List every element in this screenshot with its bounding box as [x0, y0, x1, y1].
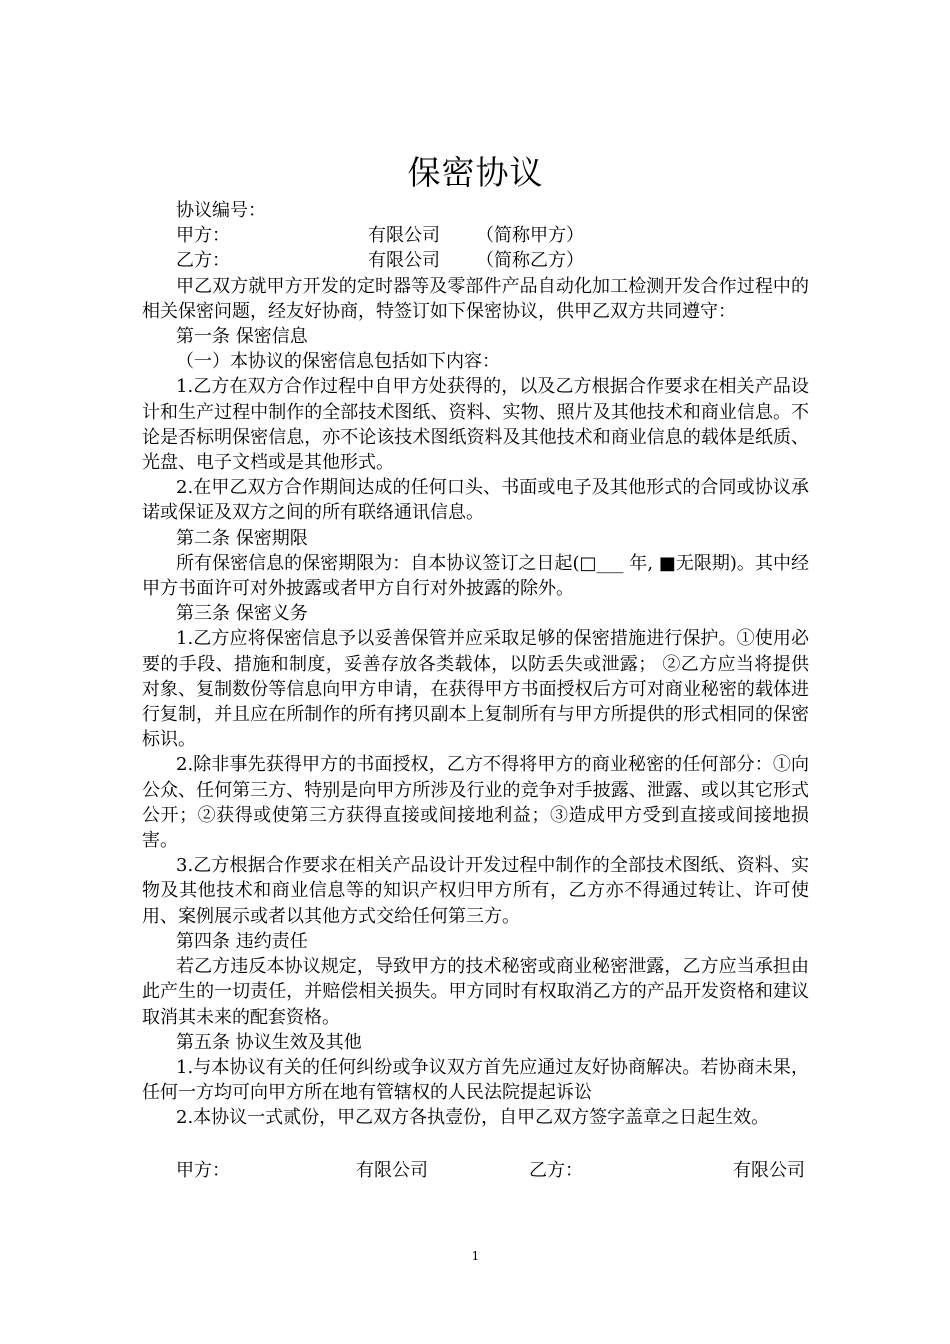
- party-b-line: [142, 248, 809, 273]
- signature-party-b-company: 有限公司: [733, 1159, 805, 1181]
- party-a-label: 甲方：: [176, 225, 230, 247]
- article-1-section-1: （一）本协议的保密信息包括如下内容：: [176, 351, 500, 373]
- article-1-item-1: 1.乙方在双方合作过程中自甲方处获得的，以及乙方根据合作要求在相关产品设计和生产过程中制作的全部技术图纸、资料、实物、照片及其他技术和商业信息。不论是否标明保密信息，亦不论该技术图纸资料及其他技术和商业信息的载体是纸质、光盘、电子文档或是其他形式。: [142, 376, 809, 474]
- party-a-line: [142, 223, 809, 248]
- article-1-heading: 第一条 保密信息: [176, 326, 308, 348]
- party-a-company: 有限公司: [368, 225, 440, 247]
- article-3-item-1: 1.乙方应将保密信息予以妥善保管并应采取足够的保密措施进行保护。①使用必要的手段、措施和制度，妥善存放各类载体，以防丢失或泄露； ②乙方应当将提供对象、复制数份等信息向甲方申请，在获得甲方书面授权后方可对商业秘密的载体进行复制，并且应在所制作的所有拷贝副本上复制所有与甲方所提供的形式相同的保密标识。: [142, 628, 809, 751]
- article-4-heading: 第四条 违约责任: [176, 930, 308, 952]
- document-title: 保密协议: [407, 153, 544, 192]
- signature-party-a-label: 甲方：: [176, 1159, 230, 1181]
- party-b-label: 乙方：: [176, 250, 230, 272]
- article-1-item-2: 2.在甲乙双方合作期间达成的任何口头、书面或电子及其他形式的合同或协议承诺或保证及双方之间的所有联络通讯信息。: [142, 477, 809, 524]
- document-body: [142, 198, 809, 1186]
- signature-line: [142, 1156, 809, 1186]
- article-3-item-2: 2.除非事先获得甲方的书面授权，乙方不得将甲方的商业秘密的任何部分：①向公众、任何第三方、特别是向甲方所涉及行业的竞争对手披露、泄露、或以其它形式公开；②获得或使第三方获得直接或间接地利益；③造成甲方受到直接或间接地损害。: [142, 754, 809, 852]
- article-3-heading: 第三条 保密义务: [176, 603, 308, 625]
- party-b-company: 有限公司: [368, 250, 440, 272]
- article-5-heading: 第五条 协议生效及其他: [176, 1031, 362, 1053]
- article-2-text: 所有保密信息的保密期限为：自本协议签订之日起(□___ 年, ■无限期)。其中经甲方书面许可对外披露或者甲方自行对外披露的除外。: [142, 552, 809, 600]
- article-5-item-1: 1.与本协议有关的任何纠纷或争议双方首先应通过友好协商解决。若协商未果，任何一方均可向甲方所在地有管辖权的人民法院提起诉讼: [142, 1056, 809, 1104]
- article-5-item-2: 2.本协议一式贰份，甲乙双方各执壹份，自甲乙双方签字盖章之日起生效。: [176, 1107, 770, 1129]
- page-number: 1: [471, 1249, 480, 1263]
- party-a-short: （简称甲方）: [476, 225, 584, 247]
- signature-spacer: [142, 1131, 809, 1156]
- article-2-heading: 第二条 保密期限: [176, 527, 308, 549]
- party-b-short: （简称乙方）: [476, 250, 584, 272]
- document-page: [142, 0, 809, 1344]
- article-3-item-3: 3.乙方根据合作要求在相关产品设计开发过程中制作的全部技术图纸、资料、实物及其他技术和商业信息等的知识产权归甲方所有，乙方亦不得通过转让、许可使用、案例展示或者以其他方式交给任何第三方。: [142, 855, 809, 927]
- signature-party-a-company: 有限公司: [356, 1159, 428, 1181]
- article-4-text: 若乙方违反本协议规定，导致甲方的技术秘密或商业秘密泄露，乙方应当承担由此产生的一切责任，并赔偿相关损失。甲方同时有权取消乙方的产品开发资格和建议取消其未来的配套资格。: [142, 956, 809, 1028]
- agreement-number: 协议编号：: [176, 200, 266, 221]
- preamble: 甲乙双方就甲方开发的定时器等及零部件产品自动化加工检测开发合作过程中的相关保密问题，经友好协商，特签订如下保密协议，供甲乙双方共同遵守：: [142, 275, 809, 322]
- signature-party-b-label: 乙方：: [529, 1159, 583, 1181]
